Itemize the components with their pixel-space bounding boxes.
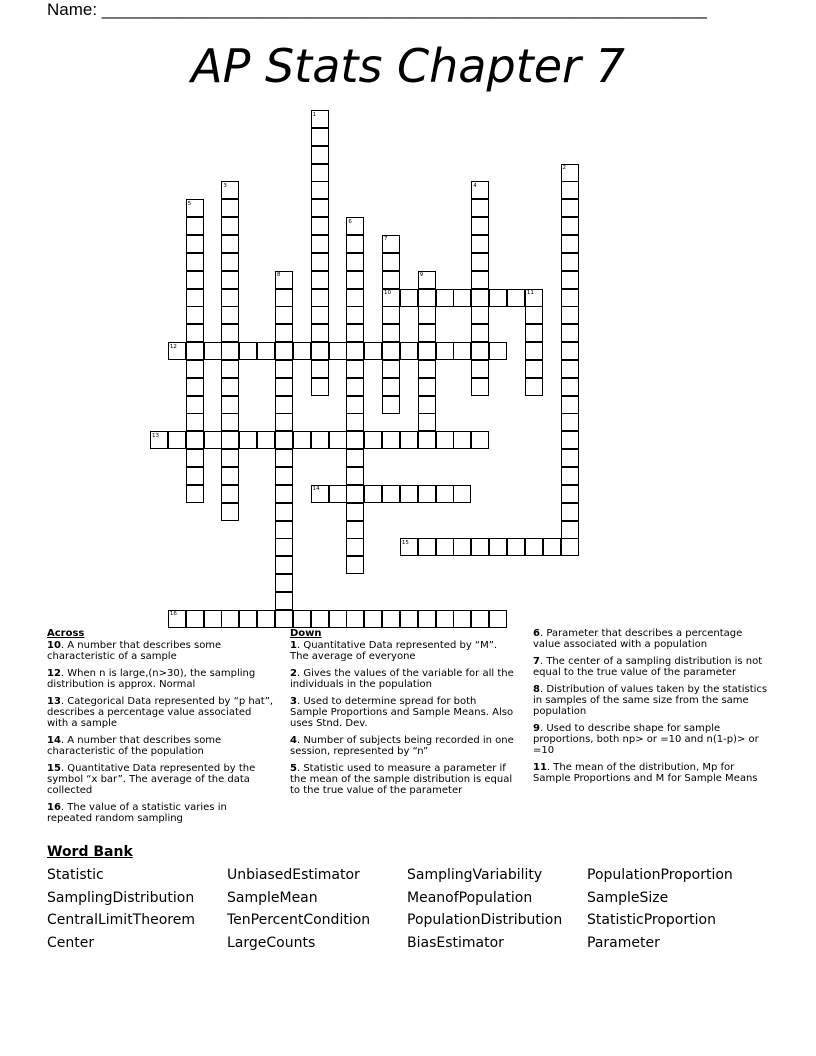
crossword-cell[interactable]: [221, 235, 239, 253]
crossword-cell[interactable]: [418, 378, 436, 396]
crossword-cell[interactable]: [346, 271, 364, 289]
crossword-cell[interactable]: [293, 610, 311, 628]
word-bank-item: StatisticProportion: [587, 912, 716, 928]
crossword-cell[interactable]: [221, 413, 239, 431]
crossword-cell[interactable]: [275, 449, 293, 467]
crossword-cell[interactable]: [400, 289, 418, 307]
crossword-cell[interactable]: [382, 342, 400, 360]
crossword-cell[interactable]: [418, 306, 436, 324]
crossword-cell[interactable]: [275, 592, 293, 610]
crossword-cell[interactable]: [346, 467, 364, 485]
crossword-cell[interactable]: [507, 289, 525, 307]
crossword-cell[interactable]: [311, 146, 329, 164]
crossword-cell[interactable]: [471, 360, 489, 378]
crossword-cell[interactable]: [364, 342, 382, 360]
crossword-cell[interactable]: [221, 378, 239, 396]
crossword-cell[interactable]: [186, 235, 204, 253]
crossword-cell[interactable]: [561, 199, 579, 217]
crossword-cell[interactable]: [453, 538, 471, 556]
crossword-cell[interactable]: [436, 431, 454, 449]
crossword-cell[interactable]: [221, 253, 239, 271]
crossword-cell[interactable]: [561, 342, 579, 360]
crossword-cell[interactable]: [561, 360, 579, 378]
crossword-cell[interactable]: [418, 289, 436, 307]
crossword-cell[interactable]: [561, 431, 579, 449]
crossword-cell[interactable]: [311, 271, 329, 289]
crossword-cell[interactable]: [346, 556, 364, 574]
crossword-cell[interactable]: [436, 610, 454, 628]
clue-number-label: 16: [169, 611, 177, 618]
crossword-cell[interactable]: [311, 306, 329, 324]
crossword-cell[interactable]: [561, 235, 579, 253]
crossword-cell[interactable]: [186, 306, 204, 324]
crossword-cell[interactable]: [221, 289, 239, 307]
crossword-cell[interactable]: [471, 342, 489, 360]
crossword-cell[interactable]: [418, 485, 436, 503]
crossword-cell[interactable]: [346, 396, 364, 414]
crossword-cell[interactable]: [561, 289, 579, 307]
crossword-cell[interactable]: [186, 324, 204, 342]
crossword-cell[interactable]: [418, 431, 436, 449]
crossword-cell[interactable]: [186, 485, 204, 503]
clue-down-1: 1. Quantitative Data represented by “M”. The average of everyone: [290, 640, 498, 662]
crossword-cell[interactable]: [453, 431, 471, 449]
crossword-cell[interactable]: [436, 342, 454, 360]
crossword-cell[interactable]: [382, 306, 400, 324]
word-bank-item: UnbiasedEstimator: [227, 867, 360, 883]
crossword-cell[interactable]: [239, 610, 257, 628]
crossword-cell[interactable]: [204, 342, 222, 360]
word-bank-item: SampleMean: [227, 889, 318, 906]
crossword-cell[interactable]: [418, 342, 436, 360]
clue-down-6: 6. Parameter that describes a percentage value associated with a population: [533, 628, 743, 650]
down-heading: Down: [290, 628, 322, 639]
clue-number-label: 3: [223, 182, 227, 189]
crossword-cell[interactable]: [275, 574, 293, 592]
crossword-cell[interactable]: [311, 199, 329, 217]
crossword-cell[interactable]: [221, 360, 239, 378]
crossword-cell[interactable]: [453, 610, 471, 628]
crossword-cell[interactable]: [311, 128, 329, 146]
crossword-cell[interactable]: [346, 289, 364, 307]
clue-number-label: 14: [312, 486, 320, 493]
crossword-cell[interactable]: [311, 378, 329, 396]
crossword-cell[interactable]: [382, 253, 400, 271]
clue-number-label: 15: [401, 539, 409, 546]
crossword-cell[interactable]: [221, 449, 239, 467]
clue-number-label: 7: [384, 236, 388, 243]
clue-down-3: 3. Used to determine spread for both Sample Proportions and Sample Means. Also uses Stnd. Dev.: [290, 696, 514, 729]
crossword-cell[interactable]: [186, 413, 204, 431]
crossword-cell[interactable]: [561, 521, 579, 539]
crossword-cell[interactable]: [311, 431, 329, 449]
crossword-cell[interactable]: [346, 610, 364, 628]
crossword-cell[interactable]: [471, 271, 489, 289]
crossword-cell[interactable]: [346, 342, 364, 360]
name-line: Name: ________________________________________________________________: [47, 0, 707, 19]
crossword-cell[interactable]: [186, 342, 204, 360]
crossword-cell[interactable]: [239, 431, 257, 449]
crossword-cell[interactable]: [275, 360, 293, 378]
crossword-cell[interactable]: [275, 538, 293, 556]
crossword-cell[interactable]: [186, 217, 204, 235]
crossword-cell[interactable]: [382, 431, 400, 449]
crossword-cell[interactable]: [346, 449, 364, 467]
crossword-cell[interactable]: [311, 610, 329, 628]
crossword-cell[interactable]: [436, 485, 454, 503]
crossword-cell[interactable]: [293, 431, 311, 449]
crossword-cell[interactable]: [346, 360, 364, 378]
clue-number-label: 12: [169, 343, 177, 350]
crossword-cell[interactable]: [221, 467, 239, 485]
crossword-cell[interactable]: [525, 378, 543, 396]
crossword-cell[interactable]: [293, 342, 311, 360]
crossword-cell[interactable]: [275, 342, 293, 360]
crossword-cell[interactable]: [346, 306, 364, 324]
crossword-cell[interactable]: [382, 396, 400, 414]
clue-down-8: 8. Distribution of values taken by the statistics in samples of the same size from the same population: [533, 684, 768, 717]
word-bank-item: SampleSize: [587, 889, 669, 906]
crossword-cell[interactable]: [364, 485, 382, 503]
crossword-cell[interactable]: [239, 342, 257, 360]
crossword-cell[interactable]: [471, 199, 489, 217]
crossword-cell[interactable]: [471, 235, 489, 253]
crossword-cell[interactable]: [382, 360, 400, 378]
crossword-cell[interactable]: [204, 431, 222, 449]
clue-number-label: 4: [473, 182, 477, 189]
crossword-cell[interactable]: [311, 253, 329, 271]
crossword-cell[interactable]: [186, 431, 204, 449]
crossword-cell[interactable]: [561, 271, 579, 289]
clue-down-2: 2. Gives the values of the variable for all the individuals in the population: [290, 668, 514, 690]
crossword-cell[interactable]: [186, 253, 204, 271]
crossword-cell[interactable]: [489, 610, 507, 628]
crossword-cell[interactable]: [525, 538, 543, 556]
crossword-cell[interactable]: [186, 289, 204, 307]
crossword-cell[interactable]: [436, 538, 454, 556]
clue-number-label: 5: [187, 200, 192, 207]
crossword-cell[interactable]: [471, 253, 489, 271]
crossword-cell[interactable]: [382, 485, 400, 503]
crossword-cell[interactable]: [471, 306, 489, 324]
crossword-cell[interactable]: [275, 610, 293, 628]
clue-across-12: 12. When n is large,(n>30), the sampling distribution is approx. Normal: [47, 668, 256, 690]
down-clues-1: [290, 628, 516, 802]
clue-down-4: 4. Number of subjects being recorded in one session, represented by “n”: [290, 735, 514, 757]
crossword-cell[interactable]: [329, 610, 347, 628]
crossword-cell[interactable]: [525, 342, 543, 360]
word-bank-item: TenPercentCondition: [227, 912, 371, 928]
crossword-cell[interactable]: [561, 467, 579, 485]
crossword-cell[interactable]: [382, 324, 400, 342]
crossword-cell[interactable]: [275, 467, 293, 485]
word-bank-title: Word Bank: [47, 844, 133, 860]
crossword-cell[interactable]: [275, 324, 293, 342]
crossword-cell[interactable]: [346, 431, 364, 449]
crossword-cell[interactable]: [186, 396, 204, 414]
crossword-cell[interactable]: [453, 289, 471, 307]
clue-down-9: 9. Used to describe shape for sample proportions, both np> or =10 and n(1-p)> or =10: [533, 723, 759, 756]
crossword-cell[interactable]: [543, 538, 561, 556]
clue-number-label: 11: [526, 290, 534, 296]
word-bank-item: PopulationProportion: [587, 867, 733, 883]
crossword-cell[interactable]: [507, 538, 525, 556]
word-bank-item: MeanofPopulation: [407, 889, 533, 906]
crossword-cell[interactable]: [418, 610, 436, 628]
crossword-cell[interactable]: [275, 521, 293, 539]
clue-across-15: 15. Quantitative Data represented by the symbol “x bar”. The average of the data collected: [47, 763, 256, 796]
clue-down-11: 11. The mean of the distribution, Mp for Sample Proportions and M for Sample Means: [533, 762, 758, 784]
crossword-cell[interactable]: [400, 342, 418, 360]
crossword-cell[interactable]: [471, 610, 489, 628]
crossword-cell[interactable]: [561, 413, 579, 431]
crossword-cell[interactable]: [257, 431, 275, 449]
crossword-cell[interactable]: [561, 324, 579, 342]
clue-down-7: 7. The center of a sampling distribution is not equal to the true value of the parameter: [533, 656, 763, 678]
clue-across-14: 14. A number that describes some characteristic of the population: [47, 735, 222, 757]
crossword-cell[interactable]: [257, 610, 275, 628]
clue-across-13: 13. Categorical Data represented by “p hat”, describes a percentage value associated with a sample: [47, 696, 274, 729]
crossword-cell[interactable]: [489, 342, 507, 360]
crossword-cell[interactable]: [346, 413, 364, 431]
crossword-cell[interactable]: [364, 610, 382, 628]
crossword-cell[interactable]: [221, 485, 239, 503]
crossword-cell[interactable]: [275, 413, 293, 431]
word-bank-item: Statistic: [47, 867, 104, 883]
crossword-cell[interactable]: [329, 342, 347, 360]
crossword-cell[interactable]: [311, 289, 329, 307]
crossword-cell[interactable]: [364, 431, 382, 449]
crossword-cell[interactable]: [382, 271, 400, 289]
crossword-cell[interactable]: [221, 610, 239, 628]
crossword-cell[interactable]: [471, 217, 489, 235]
crossword-cell[interactable]: [561, 485, 579, 503]
crossword-cell[interactable]: [525, 324, 543, 342]
crossword-cell[interactable]: [275, 485, 293, 503]
crossword-cell[interactable]: [221, 342, 239, 360]
crossword-cell[interactable]: [186, 360, 204, 378]
crossword-cell[interactable]: [453, 485, 471, 503]
clue-down-5: 5. Statistic used to measure a parameter if the mean of the sample distribution is equal to the true value of the parameter: [290, 763, 513, 796]
crossword-cell[interactable]: [168, 431, 186, 449]
crossword-cell[interactable]: [418, 324, 436, 342]
crossword-cell[interactable]: [525, 306, 543, 324]
crossword-cell[interactable]: [221, 324, 239, 342]
crossword-cell[interactable]: [561, 181, 579, 199]
crossword-cell[interactable]: [418, 396, 436, 414]
crossword-cell[interactable]: [221, 271, 239, 289]
clue-number-label: 9: [419, 272, 424, 279]
crossword-cell[interactable]: [561, 217, 579, 235]
clue-across-16: 16. The value of a statistic varies in repeated random sampling: [47, 802, 227, 824]
crossword-cell[interactable]: [275, 289, 293, 307]
crossword-cell[interactable]: [186, 271, 204, 289]
word-bank-item: LargeCounts: [227, 934, 316, 951]
word-bank-item: SamplingVariability: [407, 867, 543, 883]
crossword-cell[interactable]: [221, 503, 239, 521]
crossword-cell[interactable]: [561, 378, 579, 396]
clue-number-label: 10: [384, 290, 392, 296]
crossword-cell[interactable]: [346, 503, 364, 521]
crossword-cell[interactable]: [329, 485, 347, 503]
crossword-cell[interactable]: [346, 253, 364, 271]
crossword-cell[interactable]: [453, 342, 471, 360]
crossword-cell[interactable]: [221, 306, 239, 324]
crossword-cell[interactable]: [525, 360, 543, 378]
word-bank-item: PopulationDistribution: [407, 912, 563, 928]
crossword-cell[interactable]: [221, 217, 239, 235]
crossword-cell[interactable]: [311, 342, 329, 360]
crossword-cell[interactable]: [400, 610, 418, 628]
crossword-cell[interactable]: [275, 431, 293, 449]
crossword-cell[interactable]: [561, 503, 579, 521]
page-title: AP Stats Chapter 7: [191, 39, 625, 93]
crossword-cell[interactable]: [418, 413, 436, 431]
word-bank-item: BiasEstimator: [407, 934, 504, 951]
crossword-cell[interactable]: [311, 217, 329, 235]
crossword-cell[interactable]: [346, 324, 364, 342]
crossword-cell[interactable]: [471, 538, 489, 556]
crossword-cell[interactable]: [186, 449, 204, 467]
crossword-cell[interactable]: [382, 610, 400, 628]
crossword-cell[interactable]: [186, 378, 204, 396]
crossword-cell[interactable]: [561, 538, 579, 556]
crossword-cell[interactable]: [561, 396, 579, 414]
crossword-cell[interactable]: [275, 556, 293, 574]
crossword-cell[interactable]: [275, 378, 293, 396]
word-bank: [47, 866, 807, 952]
crossword-cell[interactable]: [311, 181, 329, 199]
clue-number-label: 6: [348, 218, 352, 225]
crossword-cell[interactable]: [221, 431, 239, 449]
crossword-cell[interactable]: [471, 324, 489, 342]
crossword-cell[interactable]: [311, 360, 329, 378]
word-bank-item: Center: [47, 934, 95, 951]
crossword-cell[interactable]: [257, 342, 275, 360]
word-bank-item: Parameter: [587, 934, 660, 951]
crossword-cell[interactable]: [400, 431, 418, 449]
crossword-cell[interactable]: [471, 431, 489, 449]
crossword-cell[interactable]: [346, 235, 364, 253]
crossword-cell[interactable]: [204, 610, 222, 628]
down-clues-2: [533, 628, 769, 790]
crossword-cell[interactable]: [221, 199, 239, 217]
crossword-cell[interactable]: [311, 164, 329, 182]
crossword-cell[interactable]: [561, 449, 579, 467]
clue-number-label: 2: [562, 165, 567, 172]
crossword-cell[interactable]: [382, 378, 400, 396]
crossword-cell[interactable]: [346, 485, 364, 503]
word-bank-item: CentralLimitTheorem: [47, 912, 195, 928]
crossword-cell[interactable]: [561, 306, 579, 324]
crossword-cell[interactable]: [489, 538, 507, 556]
clue-number-label: 1: [312, 111, 317, 118]
crossword-cell[interactable]: [436, 289, 454, 307]
crossword-cell[interactable]: [471, 289, 489, 307]
crossword-cell[interactable]: [221, 396, 239, 414]
crossword-cell[interactable]: [186, 467, 204, 485]
crossword-cell[interactable]: [489, 289, 507, 307]
crossword-cell[interactable]: [275, 306, 293, 324]
clue-number-label: 13: [152, 432, 159, 439]
crossword-cell[interactable]: [186, 610, 204, 628]
crossword-cell[interactable]: [329, 431, 347, 449]
crossword-cell[interactable]: [346, 538, 364, 556]
word-bank-item: SamplingDistribution: [47, 889, 195, 906]
crossword-cell[interactable]: [311, 324, 329, 342]
clue-number-label: 8: [276, 272, 281, 279]
crossword-cell[interactable]: [418, 538, 436, 556]
crossword-cell[interactable]: [346, 378, 364, 396]
crossword-cell[interactable]: [275, 396, 293, 414]
crossword-cell[interactable]: [471, 378, 489, 396]
clue-across-10: 10. A number that describes some characteristic of a sample: [47, 640, 222, 662]
crossword-cell[interactable]: [311, 235, 329, 253]
crossword-cell[interactable]: [561, 253, 579, 271]
crossword-cell[interactable]: [346, 521, 364, 539]
across-clues: [47, 628, 275, 830]
crossword-cell[interactable]: [418, 360, 436, 378]
crossword-cell[interactable]: [275, 503, 293, 521]
across-heading: Across: [47, 628, 85, 639]
crossword-cell[interactable]: [400, 485, 418, 503]
